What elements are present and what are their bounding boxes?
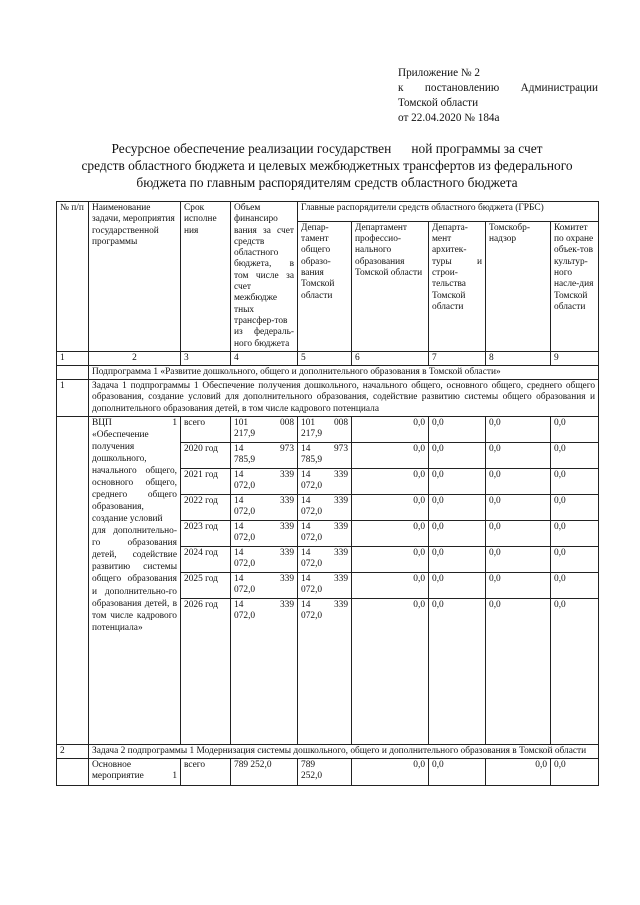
row-volume: 14 339 072,0 [231,546,298,572]
row-general: 14 339 072,0 [298,598,352,744]
row-name: Основное мероприятие 1 [89,759,181,786]
vcp-mid-left: для [92,526,106,537]
row-heritage: 0,0 [551,468,599,494]
row-prof: 0,0 [352,468,429,494]
task-text: Задача 2 подпрограммы 1 Модернизация системы дошкольного, общего и дополнительного образования в Томской области [89,744,599,758]
task-row [57,744,599,758]
appendix-line: к постановлению Администрации [398,82,598,94]
row-general: 101 008 217,9 [298,416,352,442]
col-number: 3 [181,351,231,365]
row-prof: 0,0 [352,598,429,744]
row-volume: 14 339 072,0 [231,598,298,744]
header-heritage: Комитет по охране объек-тов культур-ного насле-дия Томской области [551,221,599,351]
row-heritage: 0,0 [551,759,599,786]
row-arch: 0,0 [429,598,486,744]
table-row [57,759,599,786]
row-term: 2021 год [181,468,231,494]
row-general: 14 339 072,0 [298,494,352,520]
row-arch: 0,0 [429,416,486,442]
row-arch: 0,0 [429,572,486,598]
subprogram-title: Подпрограмма 1 «Развитие дошкольного, общего и дополнительного образования в Томской области» [89,366,599,380]
row-prof: 0,0 [352,494,429,520]
col-number: 4 [231,351,298,365]
vcp-body: «Обеспечение получения дошкольного, начального общего, основного общего, среднего общего образования, создание условий [92,429,177,525]
col-number: 6 [352,351,429,365]
vcp-name-cell [89,416,181,744]
task-row [57,380,599,417]
row-nadzor: 0,0 [486,468,551,494]
header-grbs: Главные распорядители средств областного бюджета (ГРБС) [298,202,599,222]
row-volume: 14 339 072,0 [231,468,298,494]
row-arch: 0,0 [429,442,486,468]
header-dep-prof: Департамент профессио-нального образования Томской области [352,221,429,351]
row-nadzor: 0,0 [486,572,551,598]
header-name: Наименование задачи, мероприятия государственной программы [89,202,181,352]
table-row [57,416,599,442]
row-volume: 14 339 072,0 [231,520,298,546]
vcp-mid-right: дополнительно- [113,526,177,537]
row-term: 2026 год [181,598,231,744]
row-prof: 0,0 [352,759,429,786]
col-number: 1 [57,351,89,365]
row-arch: 0,0 [429,759,486,786]
row-general: 14 339 072,0 [298,520,352,546]
row-general: 14 339 072,0 [298,468,352,494]
title-line: Ресурсное обеспечение реализации государствен ной программы за счет [111,141,543,156]
vcp-first-right: 1 [172,417,177,428]
task-num: 2 [57,744,89,758]
task-num: 1 [57,380,89,417]
row-nadzor: 0,0 [486,546,551,572]
row-nadzor: 0,0 [486,759,551,786]
header-num: № п/п [57,202,89,352]
header-dep-general: Депар-тамент общего образо-вания Томской области [298,221,352,351]
row-prof: 0,0 [352,572,429,598]
row-volume: 14 339 072,0 [231,494,298,520]
row-heritage: 0,0 [551,520,599,546]
row-heritage: 0,0 [551,572,599,598]
row-general: 789 252,0 [298,759,352,786]
appendix-block [398,66,598,126]
row-general: 14 339 072,0 [298,546,352,572]
resource-table [56,201,599,786]
task-text: Задача 1 подпрограммы 1 Обеспечение получения дошкольного, начального общего, основного общего, среднего общего образования, создание условий для дополнительного образования, содействие развитию системы общего образования и дополнительного образования детей, в том числе кадрового потенциала [89,380,599,417]
row-arch: 0,0 [429,468,486,494]
header-term: Срок исполне ния [181,202,231,352]
appendix-line: от 22.04.2020 № 184а [398,112,500,124]
row-general: 14 973 785,9 [298,442,352,468]
row-heritage: 0,0 [551,442,599,468]
col-number: 8 [486,351,551,365]
title-line: средств областного бюджета и целевых межбюджетных трансфертов из федерального [81,158,573,173]
row-volume: 101 008 217,9 [231,416,298,442]
row-heritage: 0,0 [551,416,599,442]
header-dep-arch: Департа-мент архитек-туры и строи-тельства Томской области [429,221,486,351]
row-term: всего [181,416,231,442]
title-line: бюджета по главным распорядителям средств областного бюджета [136,175,518,190]
header-volume: Объем финансиро вания за счет средств областного бюджета, в том числе за счет межбюдже тных трансфер-тов из федераль-ного бюджета [231,202,298,352]
subprogram-row [57,366,599,380]
row-prof: 0,0 [352,546,429,572]
row-prof: 0,0 [352,442,429,468]
appendix-line: Томской области [398,97,479,109]
column-number-row [57,351,599,365]
vcp-first-left: ВЦП [92,417,112,428]
row-term: 2020 год [181,442,231,468]
row-heritage: 0,0 [551,598,599,744]
col-number: 5 [298,351,352,365]
row-term: всего [181,759,231,786]
col-number: 7 [429,351,486,365]
row-arch: 0,0 [429,494,486,520]
row-term: 2025 год [181,572,231,598]
row-prof: 0,0 [352,520,429,546]
appendix-line: Приложение № 2 [398,67,480,79]
row-general: 14 339 072,0 [298,572,352,598]
row-volume: 14 339 072,0 [231,572,298,598]
row-arch: 0,0 [429,546,486,572]
row-arch: 0,0 [429,520,486,546]
row-volume: 14 973 785,9 [231,442,298,468]
row-nadzor: 0,0 [486,494,551,520]
row-heritage: 0,0 [551,546,599,572]
row-volume: 789 252,0 [231,759,298,786]
row-nadzor: 0,0 [486,416,551,442]
row-term: 2022 год [181,494,231,520]
row-term: 2024 год [181,546,231,572]
document-title [56,140,598,191]
vcp-rest: го образования детей, содействие развитию системы общего образования и дополнительно-го образования детей, в том числе кадрового потенциала» [92,538,177,633]
header-tomsknadzor: Томскобр-надзор [486,221,551,351]
row-heritage: 0,0 [551,494,599,520]
row-prof: 0,0 [352,416,429,442]
row-term: 2023 год [181,520,231,546]
row-nadzor: 0,0 [486,442,551,468]
row-nadzor: 0,0 [486,598,551,744]
header-row [57,202,599,222]
col-number: 9 [551,351,599,365]
row-nadzor: 0,0 [486,520,551,546]
col-number: 2 [89,351,181,365]
